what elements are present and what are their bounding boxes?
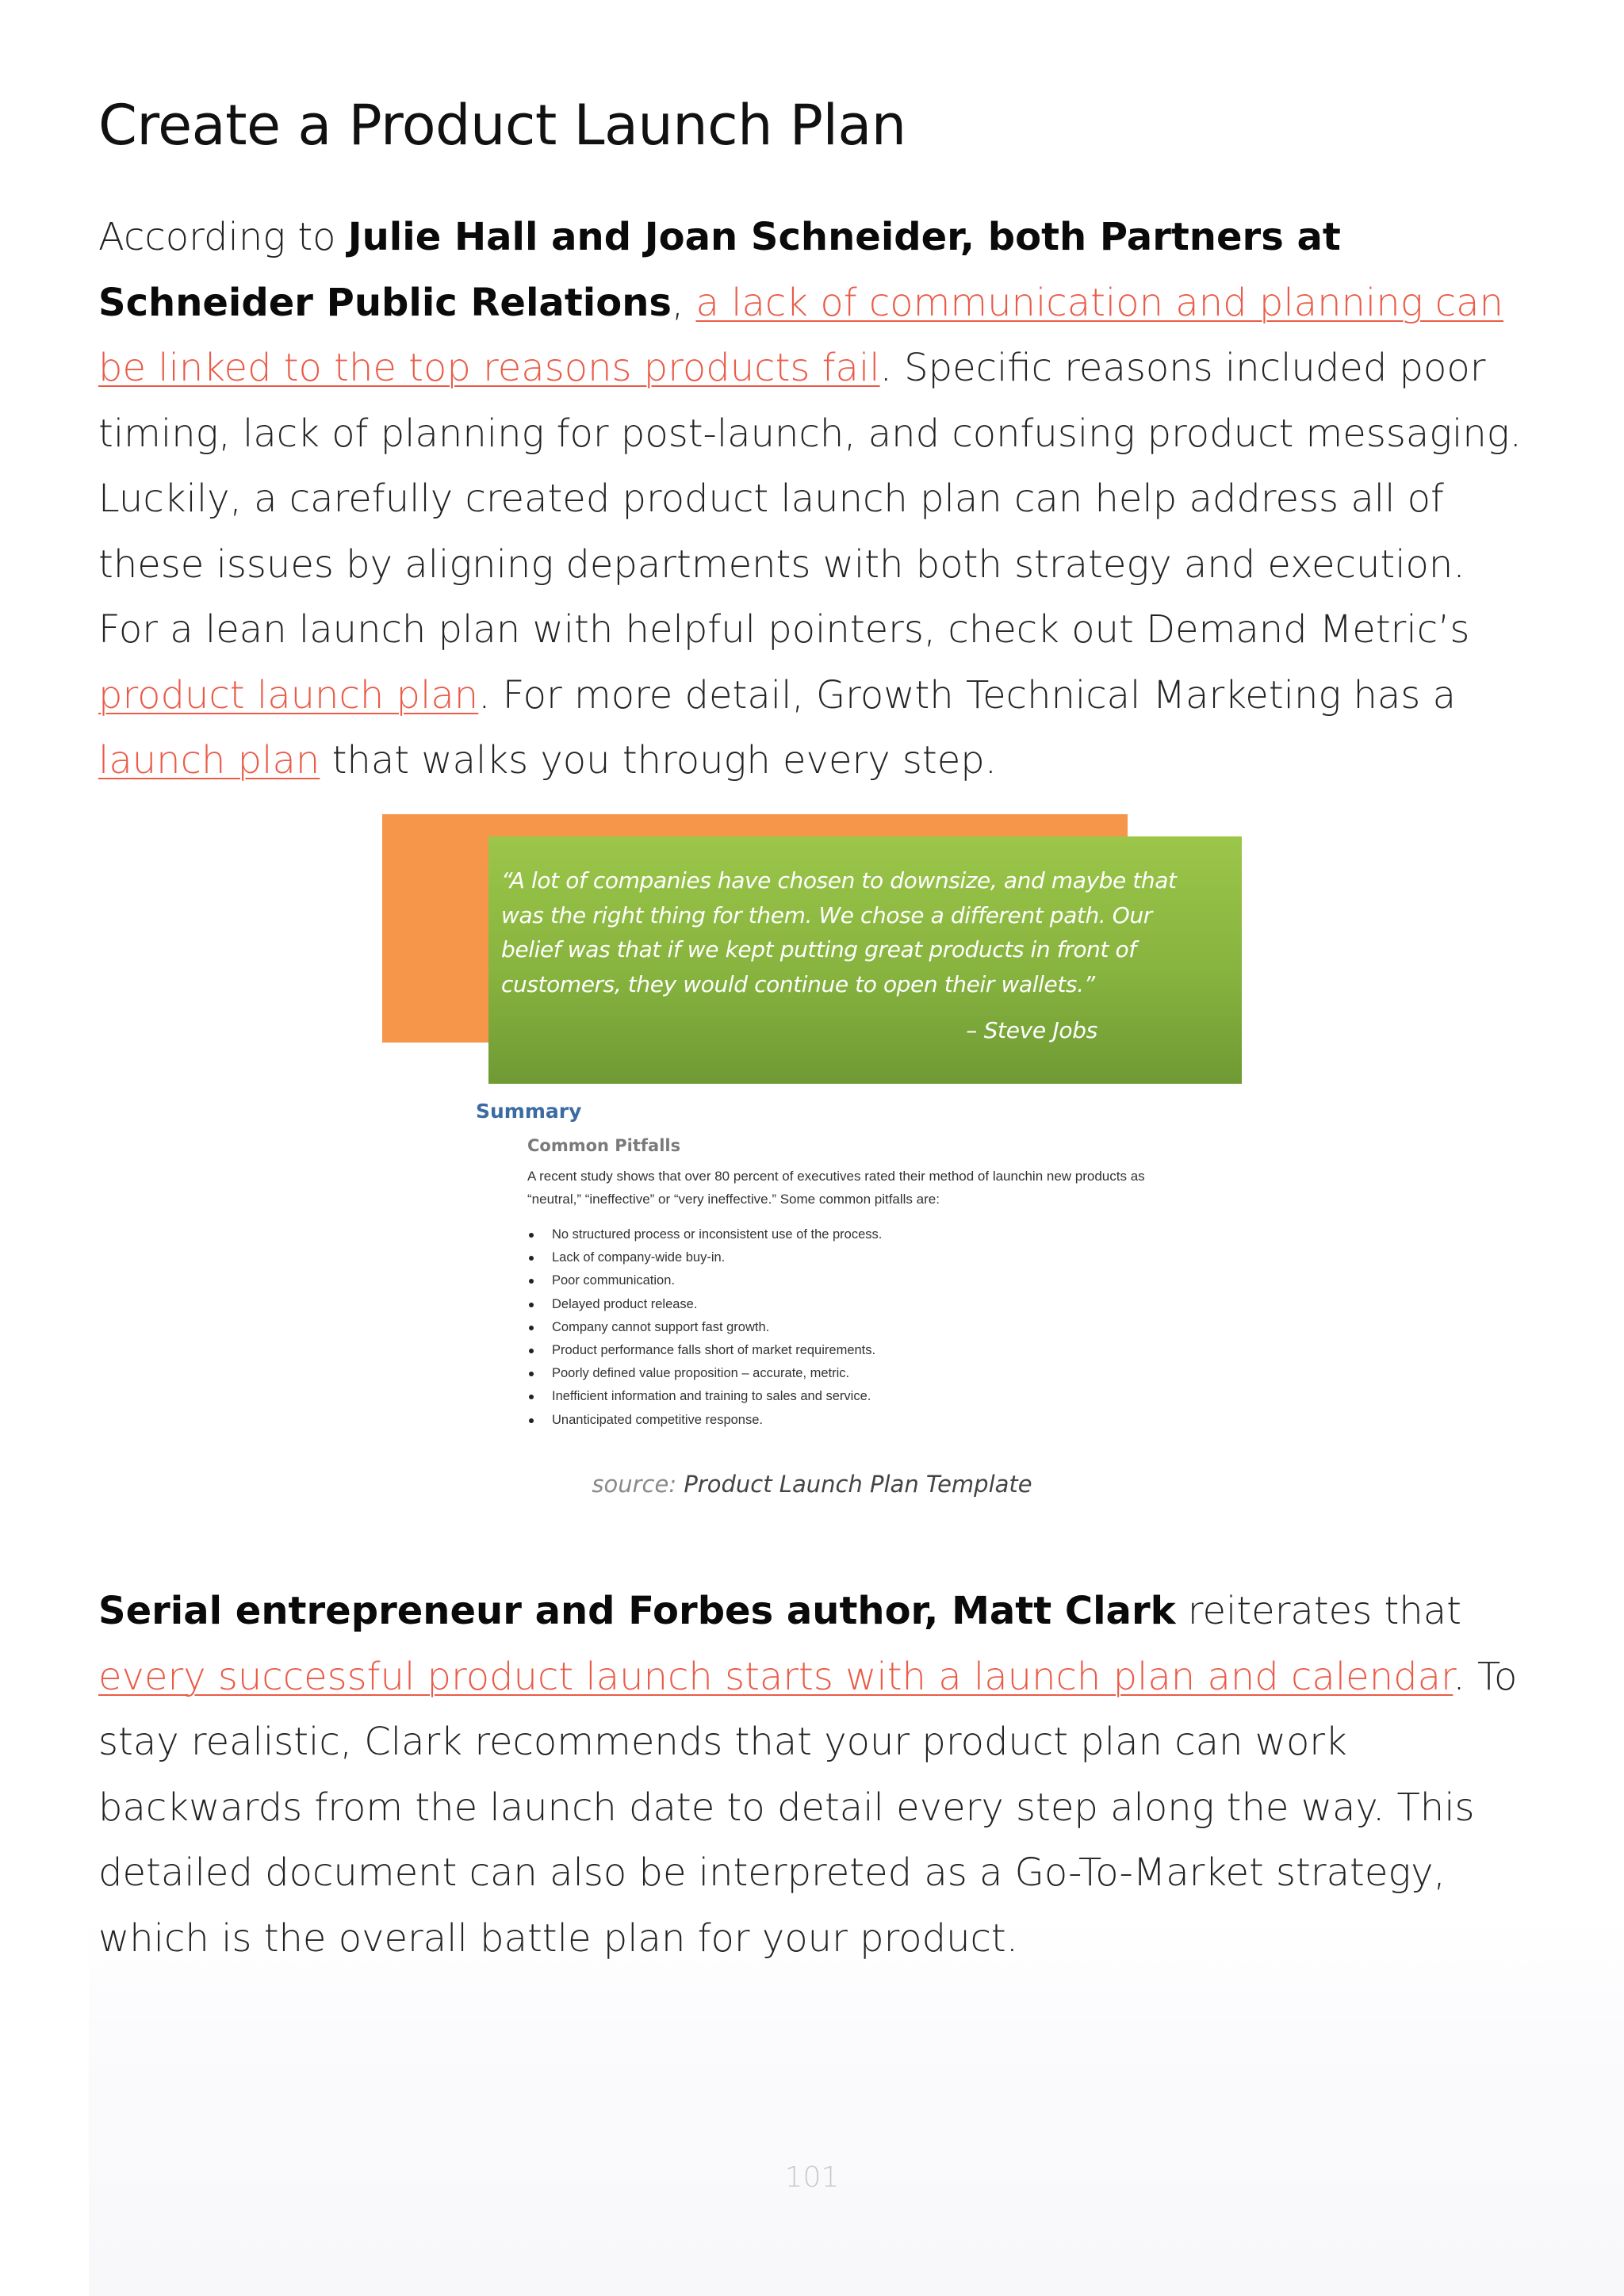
paragraph-matt-clark-body: . To stay realistic, Clark recommends that your product plan can work backwards from the launch date to detail every step along the way. This detailed document can also be interpreted as a Go-To-Market strategy, which is the overall battle plan for your product.	[98, 1654, 1518, 1961]
list-item: Product performance falls short of market requirements.	[527, 1339, 882, 1362]
launch-plan-link[interactable]: launch plan	[98, 738, 320, 783]
matt-clark-name: Serial entrepreneur and Forbes author, Matt Clark	[98, 1589, 1176, 1633]
author-names: Julie Hall and Joan Schneider, both Partners at Schneider Public Relations	[98, 215, 1341, 325]
paragraph-intro-body: . Specific reasons included poor timing, lack of planning for post-launch, and confusing product messaging. Luckily, a carefully created product launch plan can help address all of these issues by aligning departments with both strategy and execution. For a lean launch plan with helpful pointers, check out Demand Metric’s	[98, 346, 1522, 652]
page-number: 101	[784, 2161, 840, 2194]
caption-source-title: Product Launch Plan Template	[684, 1471, 1032, 1498]
pitfalls-list	[527, 1223, 882, 1432]
paragraph-intro-body-3: that walks you through every step.	[320, 738, 997, 783]
top-reasons-link[interactable]: a lack of communication and planning can be linked to the top reasons products fail	[98, 280, 1503, 390]
paragraph-matt-clark	[98, 1578, 1534, 1971]
paragraph-intro-text: According to	[98, 215, 348, 259]
list-item: Poorly defined value proposition – accurate, metric.	[527, 1362, 882, 1385]
summary-heading: Summary	[476, 1100, 582, 1123]
pitfalls-intro: A recent study shows that over 80 percent of executives rated their method of launchin new products as “neutral,” “ineffective” or “very ineffective.” Some common pitfalls are:	[527, 1169, 1145, 1207]
paragraph-intro-body-2: . For more detail, Growth Technical Marketing has a	[478, 672, 1456, 718]
list-item: Lack of company-wide buy-in.	[527, 1246, 882, 1269]
list-item: Unanticipated competitive response.	[527, 1409, 882, 1432]
separator-comma: ,	[671, 280, 696, 325]
page-title: Create a Product Launch Plan	[98, 93, 906, 158]
product-launch-plan-link[interactable]: product launch plan	[98, 672, 479, 718]
list-item: No structured process or inconsistent use of the process.	[527, 1223, 882, 1246]
figure-caption	[0, 1471, 1624, 1498]
paragraph-matt-clark-text: reiterates that	[1175, 1589, 1461, 1633]
list-item: Company cannot support fast growth.	[527, 1316, 882, 1339]
steve-jobs-quote: “A lot of companies have chosen to downsize, and maybe that was the right thing for them. We chose a different path. Our belief was that if we kept putting great products in front of customers, they would continue to open their wallets.”	[501, 867, 1177, 997]
quote-box	[488, 836, 1242, 1084]
list-item: Delayed product release.	[527, 1293, 882, 1316]
launch-plan-calendar-link[interactable]: every successful product launch starts with a launch plan and calendar	[98, 1654, 1454, 1699]
launch-plan-template-figure	[382, 814, 1242, 1441]
quote-author: – Steve Jobs	[966, 1017, 1097, 1043]
list-item: Inefficient information and training to sales and service.	[527, 1385, 882, 1408]
caption-source-label: source:	[592, 1471, 677, 1498]
list-item: Poor communication.	[527, 1269, 882, 1292]
footer-band	[89, 1919, 1624, 2296]
common-pitfalls-heading: Common Pitfalls	[527, 1136, 681, 1155]
paragraph-intro	[98, 205, 1534, 794]
